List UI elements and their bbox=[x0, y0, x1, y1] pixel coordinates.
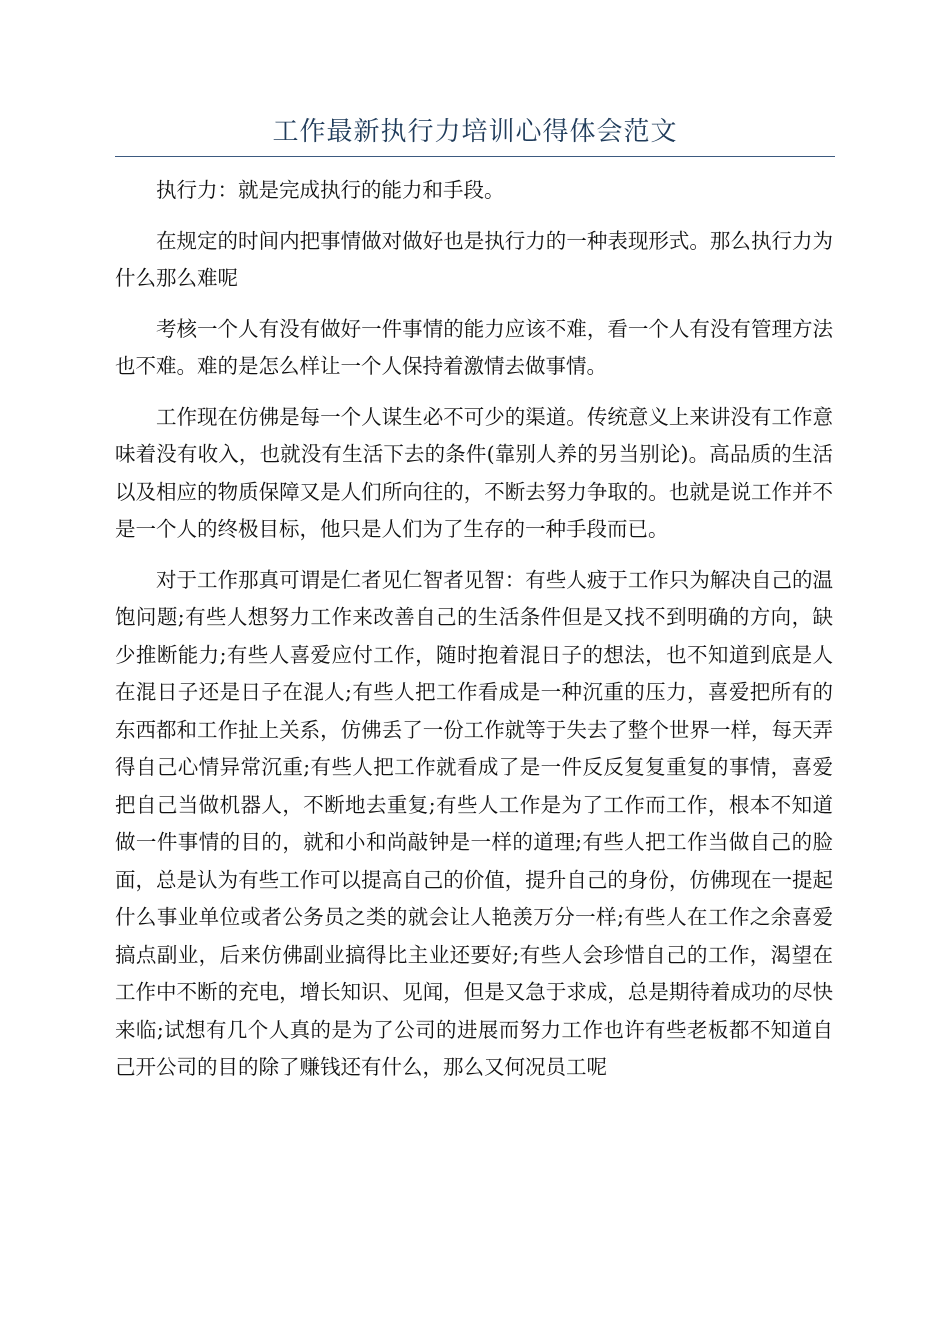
title-block bbox=[115, 112, 835, 157]
paragraph-4: 工作现在仿佛是每一个人谋生必不可少的渠道。传统意义上来讲没有工作意味着没有收入，也就没有生活下去的条件(靠别人养的另当别论)。高品质的生活以及相应的物质保障又是人们所向往的，不断去努力争取的。也就是说工作并不是一个人的终极目标，他只是人们为了生存的一种手段而已。 bbox=[115, 404, 833, 541]
paragraph-2: 在规定的时间内把事情做对做好也是执行力的一种表现形式。那么执行力为什么那么难呢 bbox=[115, 228, 833, 290]
document-body bbox=[115, 172, 833, 1100]
document-title: 工作最新执行力培训心得体会范文 bbox=[272, 117, 678, 147]
paragraph-5: 对于工作那真可谓是仁者见仁智者见智：有些人疲于工作只为解决自己的温饱问题;有些人想努力工作来改善自己的生活条件但是又找不到明确的方向，缺少推断能力;有些人喜爱应付工作，随时抱着混日子的想法，也不知道到底是人在混日子还是日子在混人;有些人把工作看成是一种沉重的压力，喜爱把所有的东西都和工作扯上关系，仿佛丢了一份工作就等于失去了整个世界一样，每天弄得自己心情异常沉重;有些人把工作就看成了是一件反反复复重复的事情，喜爱把自己当做机器人，不断地去重复;有些人工作是为了工作而工作，根本不知道做一件事情的目的，就和小和尚敲钟是一样的道理;有些人把工作当做自己的脸面，总是认为有些工作可以提高自己的价值，提升自己的身份，仿佛现在一提起什么事业单位或者公务员之类的就会让人艳羡万分一样;有些人在工作之余喜爱搞点副业，后来仿佛副业搞得比主业还要好;有些人会珍惜自己的工作，渴望在工作中不断的充电，增长知识、见闻，但是又急于求成，总是期待着成功的尽快来临;试想有几个人真的是为了公司的进展而努力工作也许有些老板都不知道自己开公司的目的除了赚钱还有什么，那么又何况员工呢 bbox=[115, 567, 833, 1079]
paragraph-3: 考核一个人有没有做好一件事情的能力应该不难，看一个人有没有管理方法也不难。难的是怎么样让一个人保持着激情去做事情。 bbox=[115, 316, 833, 378]
paragraph-1: 执行力：就是完成执行的能力和手段。 bbox=[156, 178, 505, 202]
